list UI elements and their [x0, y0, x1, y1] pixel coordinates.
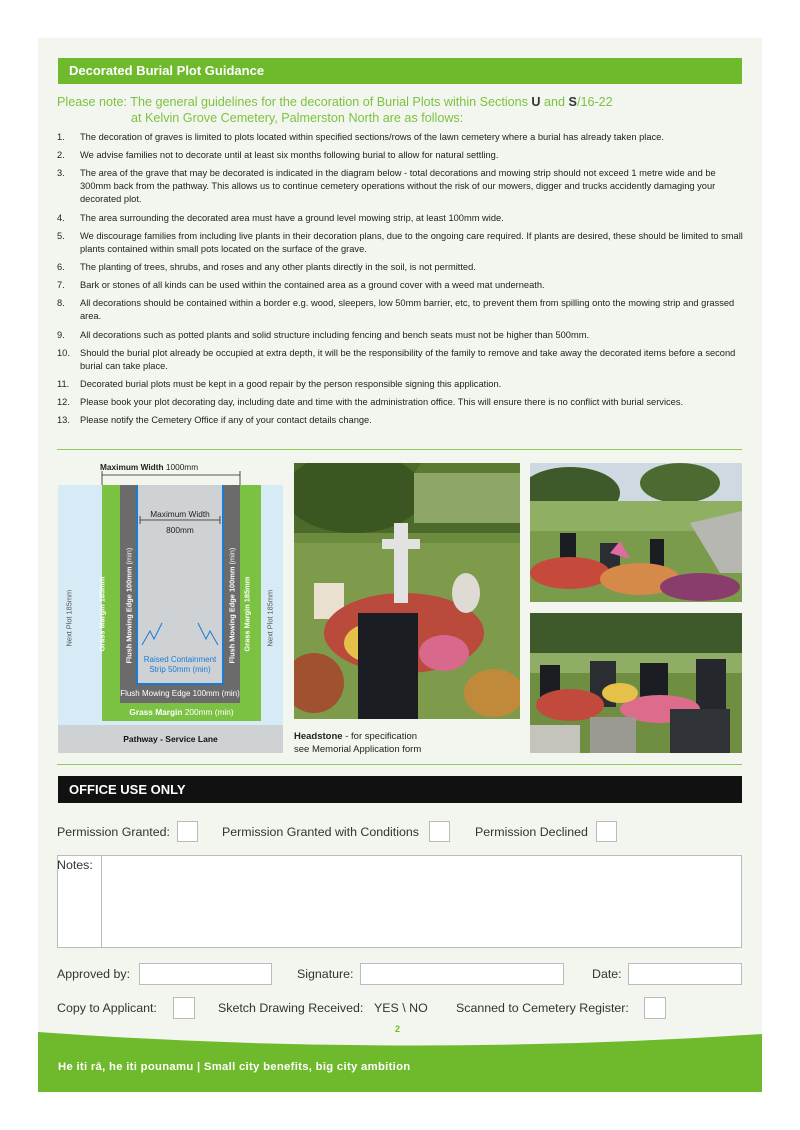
plot-diagram — [58, 463, 283, 753]
divider — [57, 449, 742, 450]
section-u: U — [531, 95, 541, 109]
rule-number: 1. — [57, 132, 65, 142]
document-page — [38, 38, 762, 1092]
rule-number: 11. — [57, 378, 70, 389]
next-plot-left-label: Next Plot 185mm — [64, 589, 74, 647]
note-line2: at Kelvin Grove Cemetery, Palmerston North are as follows: — [131, 111, 464, 125]
rule-item — [57, 149, 745, 162]
copy-to-applicant-checkbox[interactable] — [173, 997, 195, 1019]
rule-text: Please notify the Cemetery Office if any of your contact details change. — [80, 415, 372, 426]
rule-number: 10. — [57, 347, 70, 358]
permission-declined-label: Permission Declined — [475, 825, 588, 839]
flush-edge-right-label: Flush Mowing Edge 100mm (min) — [227, 547, 237, 664]
rule-number: 12. — [57, 397, 70, 408]
section-s: S — [568, 95, 577, 109]
notes-label: Notes: — [57, 858, 93, 872]
section-title: Decorated Burial Plot Guidance — [58, 58, 742, 84]
rule-number: 5. — [57, 230, 65, 241]
rule-number: 7. — [57, 280, 65, 291]
rule-item — [57, 167, 745, 206]
rule-text: Decorated burial plots must be kept in a good repair by the person responsible signing this application. — [80, 378, 502, 389]
grass-margin-bottom-label: Grass Margin 200mm (min) — [129, 707, 234, 717]
approved-by-field[interactable] — [139, 963, 272, 985]
page-number: 2 — [395, 1024, 401, 1034]
copy-to-applicant-label: Copy to Applicant: — [57, 1001, 157, 1015]
date-field[interactable] — [628, 963, 742, 985]
grass-margin-left-label: Grass Margin 185mm — [97, 576, 107, 652]
flush-edge-bottom-label: Flush Mowing Edge 100mm (min) — [120, 689, 240, 698]
rule-item — [57, 261, 745, 274]
date-label: Date: — [592, 967, 622, 981]
scanned-checkbox[interactable] — [644, 997, 666, 1019]
rule-item — [57, 212, 745, 225]
guideline-note — [57, 94, 747, 126]
rule-number: 9. — [57, 329, 65, 340]
cemetery-photo-memorials — [530, 613, 742, 753]
rule-text: All decorations such as potted plants and solid structure including fencing and bench seats must not be higher than 500mm. — [80, 329, 590, 340]
footer-tagline: He iti rā, he iti pounamu | Small city benefits, big city ambition — [58, 1061, 411, 1073]
rule-number: 8. — [57, 298, 65, 309]
max-width-inner-label: Maximum Width — [150, 509, 210, 519]
permission-granted-checkbox[interactable] — [177, 821, 198, 842]
rule-item — [57, 329, 745, 342]
containment-label: Raised Containment Strip 50mm (min) — [143, 655, 217, 674]
rule-text: All decorations should be contained within a border e.g. wood, sleepers, low 50mm barrier, etc, to prevent them from spilling onto the mowing strip and grassed area. — [80, 298, 735, 322]
rule-number: 4. — [57, 212, 65, 223]
permission-conditions-label: Permission Granted with Conditions — [222, 825, 419, 839]
rule-number: 13. — [57, 415, 70, 426]
divider-office — [57, 764, 742, 765]
rule-item — [57, 279, 745, 292]
rule-text: We discourage families from including live plants in their decoration plans, due to the ongoing care required. If plants are desired, these should be limited to small plants contained within small pots located on the surface of the grave. — [80, 230, 743, 254]
rule-text: Please book your plot decorating day, including date and time with the administration office. This will ensure there is no conflict with burial services. — [80, 397, 684, 408]
grass-margin-right-label: Grass Margin 185mm — [242, 576, 252, 652]
rule-item — [57, 131, 745, 144]
rule-item — [57, 230, 745, 256]
rule-text: The decoration of graves is limited to plots located within specified sections/rows of the lawn cemetery where a burial has already taken place. — [80, 132, 664, 142]
rule-item — [57, 297, 745, 323]
pathway-label: Pathway - Service Lane — [123, 734, 218, 744]
note-line1-suffix: /16-22 — [576, 95, 613, 109]
permission-granted-label: Permission Granted: — [57, 825, 170, 839]
rule-text: The planting of trees, shrubs, and roses and any other plants directly in the soil, is not permitted. — [80, 261, 476, 272]
signature-field[interactable] — [360, 963, 564, 985]
rule-number: 2. — [57, 150, 65, 161]
yes-no-option[interactable]: YES \ NO — [374, 1001, 428, 1015]
next-plot-right-label: Next Plot 185mm — [265, 589, 275, 647]
max-width-outer-label: Maximum Width 1000mm — [100, 462, 199, 472]
rule-text: We advise families not to decorate until at least six months following burial to allow for natural settling. — [80, 150, 499, 161]
rule-text: Bark or stones of all kinds can be used within the contained area as a ground cover with a weed mat underneath. — [80, 280, 545, 291]
caption-rest: - for specification — [342, 731, 418, 742]
scanned-label: Scanned to Cemetery Register: — [456, 1001, 629, 1015]
rule-text: The area of the grave that may be decorated is indicated in the diagram below - total decorations and mowing strip should not exceed 1 metre wide and be 300mm back from the pathway. This allows us to continue cemetery operations without the risk of our mowers, digger and trucks accidently damaging your decorated plot. — [80, 168, 716, 205]
approved-by-label: Approved by: — [57, 967, 131, 981]
note-and: and — [540, 95, 569, 109]
rule-number: 3. — [57, 168, 65, 179]
rule-item — [57, 378, 745, 391]
rule-text: Should the burial plot already be occupied at extra depth, it will be the responsibility of the family to remove and take away the decorated items before a second burial can take place. — [80, 347, 736, 371]
rule-number: 6. — [57, 261, 65, 272]
note-line1-prefix: Please note: The general guidelines for the decoration of Burial Plots within Sections — [57, 95, 532, 109]
cemetery-photo-rows — [530, 463, 742, 602]
rules-list — [57, 131, 745, 432]
rule-item — [57, 347, 745, 373]
headstone-caption — [294, 730, 421, 756]
permission-declined-checkbox[interactable] — [596, 821, 617, 842]
sketch-received-label: Sketch Drawing Received: — [218, 1001, 364, 1015]
permission-conditions-checkbox[interactable] — [429, 821, 450, 842]
rule-item — [57, 396, 745, 409]
rule-text: The area surrounding the decorated area must have a ground level mowing strip, at least 100mm wide. — [80, 212, 504, 223]
caption-line2: see Memorial Application form — [294, 744, 422, 755]
notes-field[interactable] — [101, 855, 742, 948]
caption-bold: Headstone — [294, 731, 343, 742]
footer-banner — [38, 1032, 762, 1092]
cemetery-photo-headstone — [294, 463, 520, 719]
max-width-inner-value: 800mm — [166, 525, 194, 535]
flush-edge-left-label: Flush Mowing Edge 100mm (min) — [124, 547, 134, 664]
rule-item — [57, 414, 745, 427]
signature-label: Signature: — [297, 967, 354, 981]
office-use-title: OFFICE USE ONLY — [58, 776, 742, 803]
